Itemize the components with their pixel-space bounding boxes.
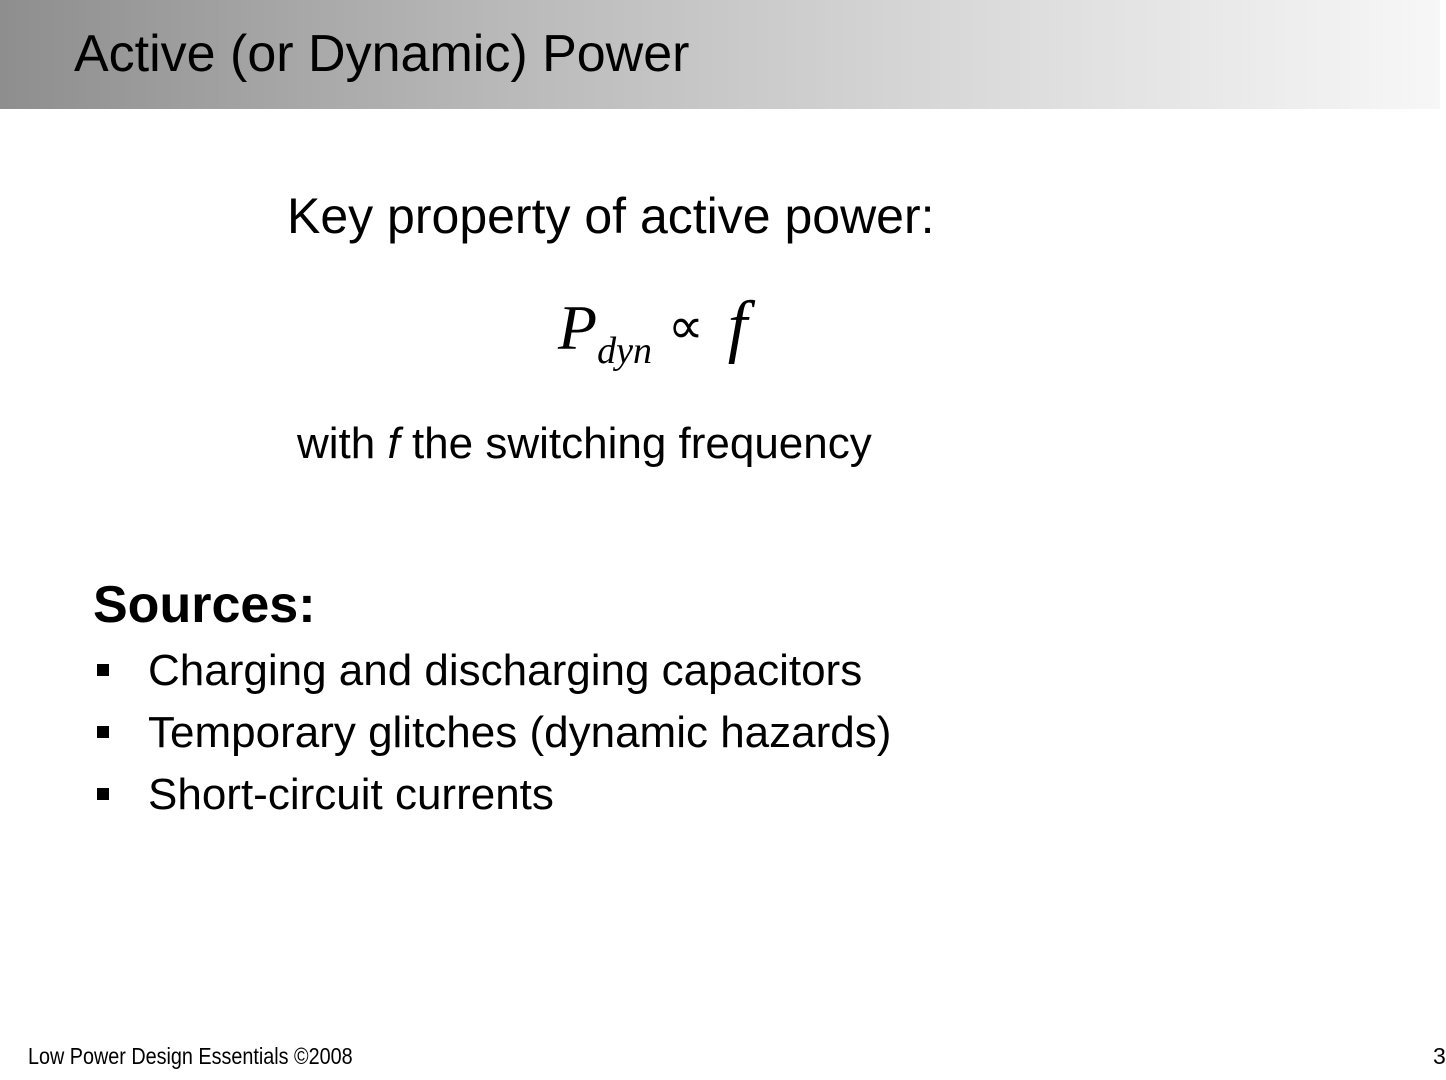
footer-copyright: Low Power Design Essentials ©2008	[28, 1043, 353, 1069]
list-item-text: Temporary glitches (dynamic hazards)	[148, 708, 892, 757]
explanation-variable: f	[387, 419, 400, 468]
square-bullet-icon	[97, 664, 109, 676]
explanation-prefix: with	[297, 419, 388, 468]
dynamic-power-formula	[558, 288, 748, 372]
slide-number: 3	[1433, 1043, 1446, 1069]
slide-title-bar	[0, 0, 1440, 109]
list-item-text: Charging and discharging capacitors	[148, 646, 863, 695]
square-bullet-icon	[97, 726, 109, 738]
key-property-text: Key property of active power:	[287, 188, 935, 244]
frequency-explanation	[297, 418, 872, 470]
square-bullet-icon	[97, 788, 109, 800]
sources-heading: Sources:	[93, 576, 316, 634]
formula-frequency-symbol: f	[727, 288, 748, 365]
formula-power-symbol: P	[558, 292, 598, 363]
formula-subscript: dyn	[597, 330, 652, 372]
slide-title: Active (or Dynamic) Power	[74, 25, 690, 83]
explanation-suffix: the switching frequency	[399, 419, 872, 468]
list-item-text: Short-circuit currents	[148, 770, 554, 819]
formula-proportional-symbol: ∝	[667, 298, 704, 354]
